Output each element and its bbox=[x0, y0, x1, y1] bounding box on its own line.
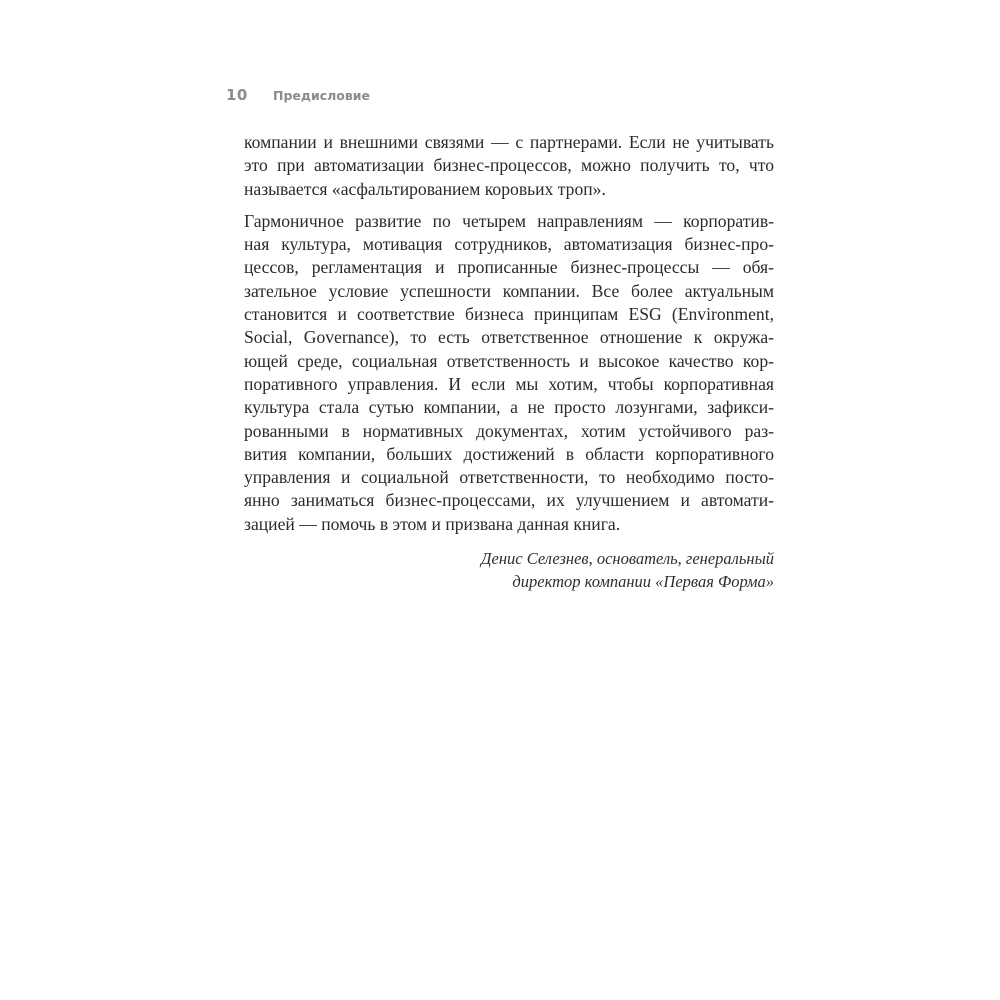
text-line: Гармоничное развитие по четырем направлениям — корпоратив- bbox=[244, 210, 774, 231]
signature bbox=[481, 547, 774, 593]
text-line: компании и внешними связями — с партнерами. Если не учитывать bbox=[244, 132, 774, 152]
text-line: зательное условие успешности компании. Все более актуальным bbox=[244, 280, 774, 301]
text-line: цессов, регламентация и прописанные бизнес-процессы — обя- bbox=[244, 257, 774, 278]
paragraph-1 bbox=[244, 131, 774, 201]
signature-line-2: директор компании «Первая Форма» bbox=[512, 572, 774, 591]
text-line: Social, Governance), то есть ответственное отношение к окружа- bbox=[244, 327, 774, 348]
text-line: зацией — помочь в этом и призвана данная книга. bbox=[244, 513, 621, 534]
text-line: поративного управления. И если мы хотим, чтобы корпоративная bbox=[244, 373, 774, 394]
text-line: ная культура, мотивация сотрудников, автоматизация бизнес-про- bbox=[244, 234, 774, 255]
body-text bbox=[244, 131, 774, 545]
text-line: управления и социальной ответственности, то необходимо посто- bbox=[244, 467, 774, 488]
text-line: называется «асфальтированием коровьих троп». bbox=[244, 178, 606, 199]
text-line: становится и соответствие бизнеса принципам ESG (Environment, bbox=[244, 304, 774, 325]
running-head bbox=[226, 84, 370, 106]
paragraph-2 bbox=[244, 210, 774, 536]
page-number: 10 bbox=[226, 86, 248, 104]
text-line: янно заниматься бизнес-процессами, их улучшением и автомати- bbox=[244, 490, 774, 511]
text-line: это при автоматизации бизнес-процессов, можно получить то, что bbox=[244, 155, 774, 176]
section-title: Предисловие bbox=[273, 87, 371, 103]
text-line: вития компании, больших достижений в области корпоративного bbox=[244, 443, 774, 464]
signature-line-1: Денис Селезнев, основатель, генеральный bbox=[481, 549, 774, 568]
text-line: рованными в нормативных документах, хотим устойчивого раз- bbox=[244, 420, 774, 441]
text-line: культура стала сутью компании, а не просто лозунгами, зафикси- bbox=[244, 397, 774, 418]
text-line: ющей среде, социальная ответственность и высокое качество кор- bbox=[244, 350, 774, 371]
